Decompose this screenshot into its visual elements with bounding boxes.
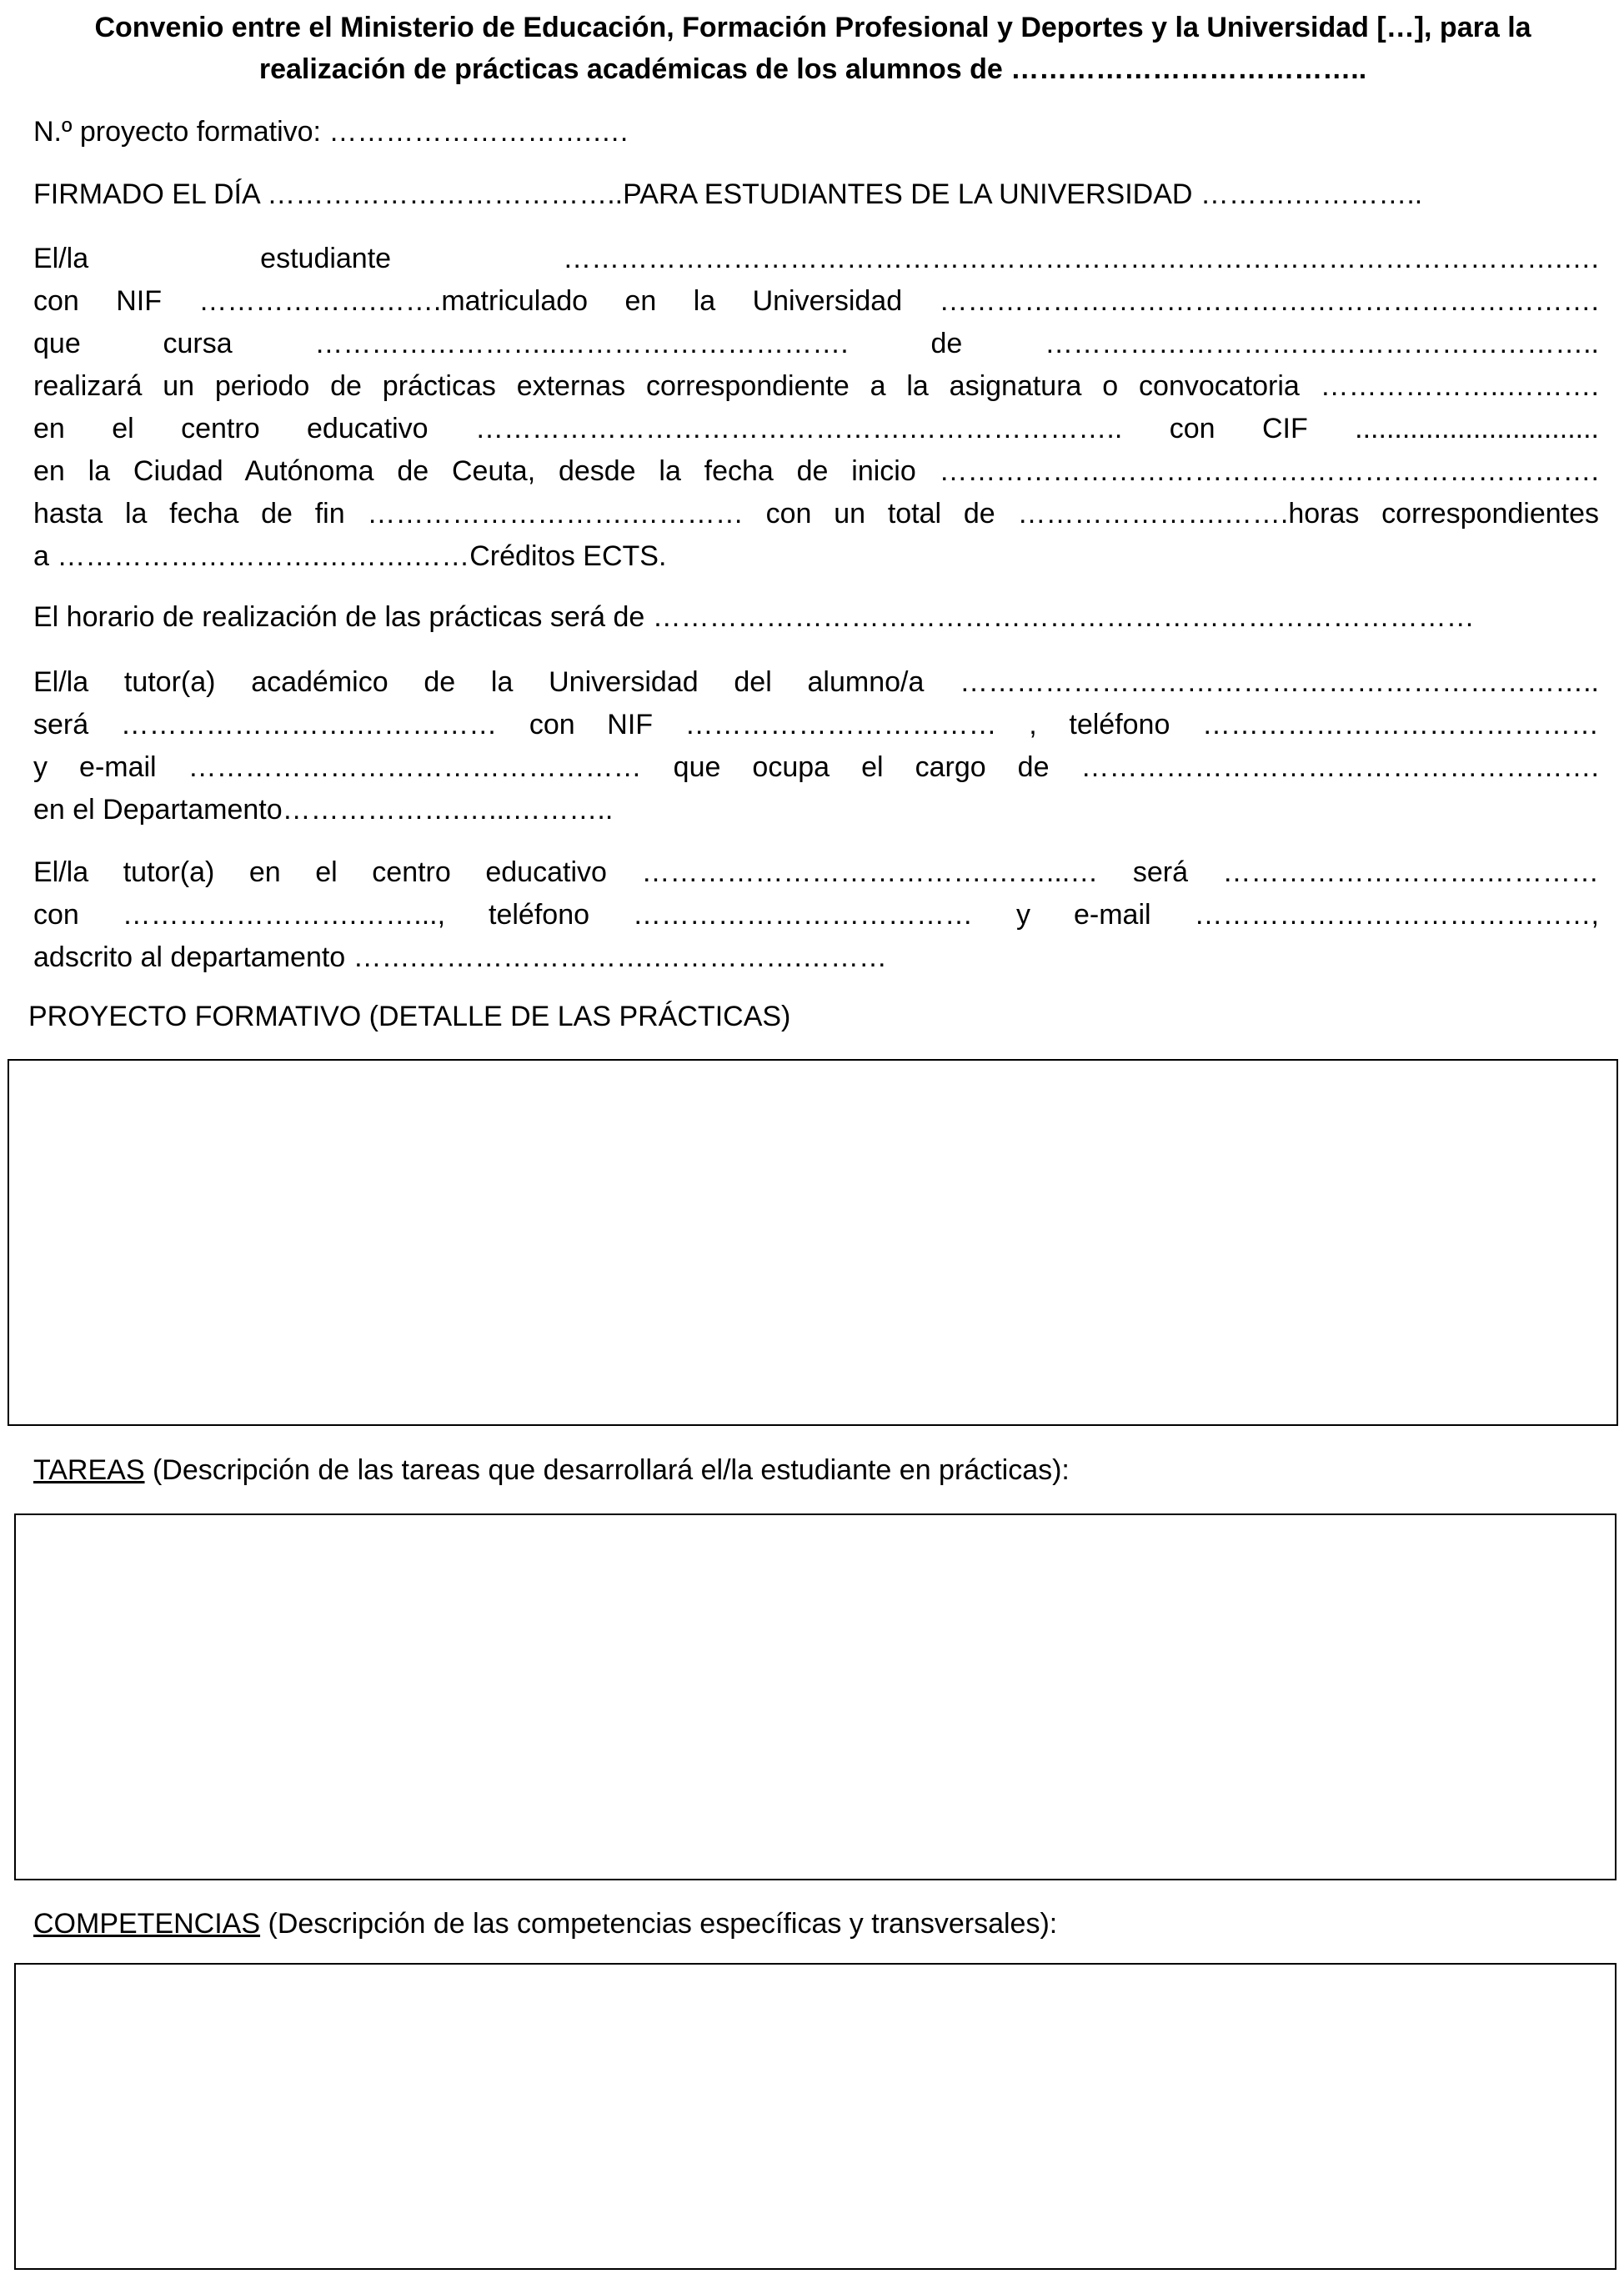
tareas-description: (Descripción de las tareas que desarrollará el/la estudiante en prácticas):: [144, 1454, 1070, 1486]
estudiante-line: con NIF ……………….…….matriculado en la Universidad …………………………………………………………….: [33, 285, 1599, 317]
estudiante-line: El/la estudiante …………………………………………………………………………………………….….: [33, 243, 1599, 274]
tutor-academico-line: y e-mail ………………………………………… que ocupa el cargo de ……………………………………………….: [33, 751, 1599, 783]
tareas-box[interactable]: [14, 1513, 1616, 1880]
tutor-academico-line: en el Departamento……………….…...………..: [33, 794, 614, 826]
estudiante-line: en la Ciudad Autónoma de Ceuta, desde la fecha de inicio …………………………………………………………….: [33, 455, 1599, 487]
estudiante-line: hasta la fecha de fin ……………………….………… con un total de ………………….…….horas correspondientes: [33, 498, 1599, 530]
estudiante-paragraph: [33, 238, 1599, 578]
tareas-heading: [33, 1453, 1070, 1487]
proyecto-numero-field: N.º proyecto formativo: ……………………….….: [33, 116, 629, 148]
estudiante-line: en el centro educativo ……………………………………….………………….. con CIF ...............................: [33, 413, 1599, 444]
competencias-label: COMPETENCIAS: [33, 1908, 261, 1940]
document-title: [33, 7, 1592, 90]
estudiante-line: a ……………………….……….……Créditos ECTS.: [33, 540, 667, 572]
firmado-field: FIRMADO EL DÍA ………………………………..PARA ESTUDIANTES DE LA UNIVERSIDAD ……….…………..: [33, 178, 1423, 210]
competencias-description: (Descripción de las competencias específicas y transversales):: [260, 1908, 1058, 1940]
tutor-centro-line: con …………………….……..., teléfono ……………………………… y e-mail ……………………………………,: [33, 899, 1599, 931]
tutor-academico-paragraph: [33, 661, 1599, 831]
tutor-centro-line: adscrito al departamento …….…………………….…………….………: [33, 941, 888, 973]
title-line-2: realización de prácticas académicas de los alumnos de ………………………………..: [258, 53, 1367, 85]
tareas-label: TAREAS: [33, 1454, 145, 1486]
horario-field: El horario de realización de las prácticas será de ……………………………………………………………………………: [33, 601, 1475, 633]
proyecto-formativo-heading: PROYECTO FORMATIVO (DETALLE DE LAS PRÁCTICAS): [28, 1001, 791, 1032]
tutor-centro-line: El/la tutor(a) en el centro educativo ……………………………….……...… será ……………………….…………: [33, 856, 1599, 888]
estudiante-line: que cursa ……………………..…………………………. de …………………………………………………..: [33, 328, 1599, 359]
competencias-heading: [33, 1907, 1057, 1940]
title-line-1: Convenio entre el Ministerio de Educación, Formación Profesional y Deportes y la Universidad […], para la: [94, 12, 1531, 43]
tutor-academico-line: El/la tutor(a) académico de la Universidad del alumno/a …………………………………………………………..: [33, 666, 1599, 698]
estudiante-line: realizará un periodo de prácticas externas correspondiente a la asignatura o convocatoria ………………..……….: [33, 370, 1599, 402]
tutor-academico-line: será …………………….…………… con NIF …………………………… , teléfono ……………………………………: [33, 709, 1599, 740]
competencias-box[interactable]: [14, 1963, 1616, 2270]
proyecto-formativo-box[interactable]: [8, 1059, 1618, 1426]
tutor-centro-paragraph: [33, 851, 1599, 979]
